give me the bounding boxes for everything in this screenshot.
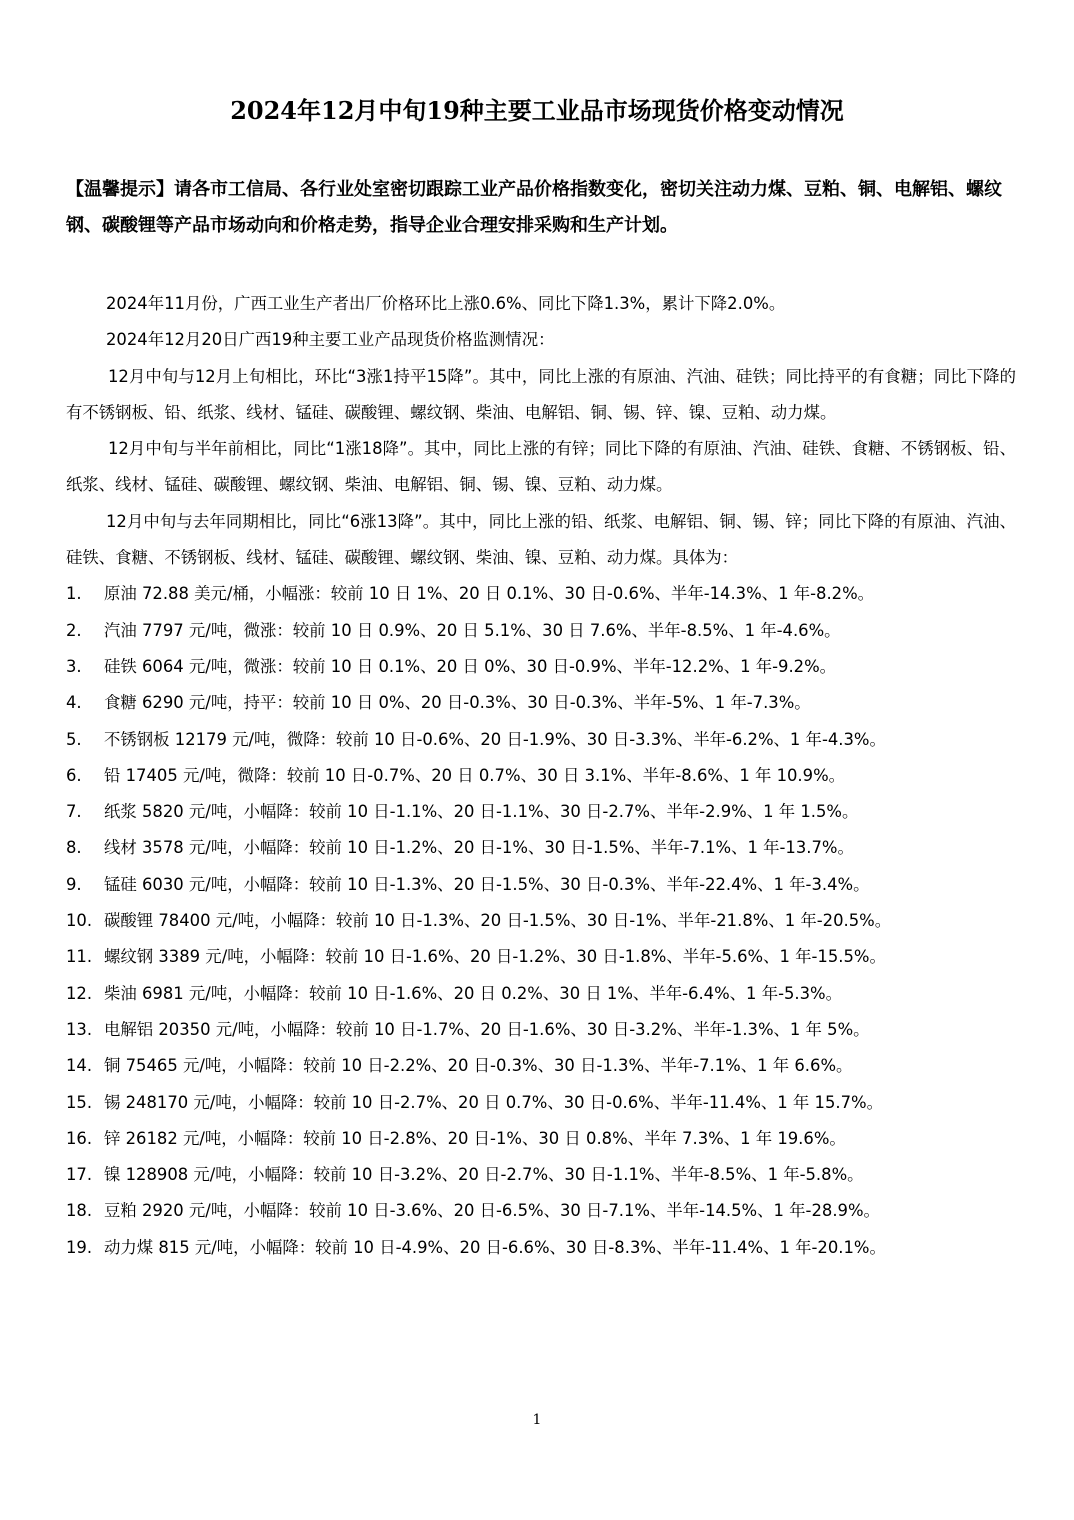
paragraph-half-year: 12月中旬与半年前相比，同比“1涨18降”。其中，同比上涨的有锌；同比下降的有原油、汽油、硅铁、食糖、不锈钢板、铅、纸浆、线材、锰硅、碳酸锂、螺纹钢、柴油、电解铝、铜、锡、镍、豆粕、动力煤。 [66, 439, 1016, 495]
list-item-number: 8. [66, 838, 82, 858]
list-item [66, 794, 1016, 830]
list-item-number: 5. [66, 729, 82, 749]
list-item-number: 2. [66, 620, 82, 640]
list-item [66, 613, 1016, 649]
warm-tip-text: 请各市工信局、各行业处室密切跟踪工业产品价格指数变化，密切关注动力煤、豆粕、铜、电解铝、螺纹钢、碳酸锂等产品市场动向和价格走势，指导企业合理安排采购和生产计划。 [66, 179, 1002, 236]
list-item-text: 锡 248170 元/吨，小幅降：较前 10 日-2.7%、20 日 0.7%、30 日-0.6%、半年-11.4%、1 年 15.7%。 [104, 1092, 883, 1112]
list-item-text: 电解铝 20350 元/吨，小幅降：较前 10 日-1.7%、20 日-1.6%、30 日-3.2%、半年-1.3%、1 年 5%。 [104, 1019, 870, 1039]
list-item-text: 锰硅 6030 元/吨，小幅降：较前 10 日-1.3%、20 日-1.5%、30 日-0.3%、半年-22.4%、1 年-3.4%。 [104, 874, 870, 894]
list-item [66, 1121, 1016, 1157]
list-item [66, 1193, 1016, 1229]
list-item-text: 动力煤 815 元/吨，小幅降：较前 10 日-4.9%、20 日-6.6%、30 日-8.3%、半年-11.4%、1 年-20.1%。 [104, 1237, 886, 1257]
document-body [66, 286, 1016, 1266]
warm-tip [66, 172, 1016, 244]
paragraph-month-on-month: 12月中旬与12月上旬相比，环比“3涨1持平15降”。其中，同比上涨的有原油、汽油、硅铁；同比持平的有食糖；同比下降的有不锈钢板、铅、纸浆、线材、锰硅、碳酸锂、螺纹钢、柴油、电解铝、铜、锡、锌、镍、豆粕、动力煤。 [66, 366, 1016, 422]
list-item [66, 1048, 1016, 1084]
list-item [66, 1230, 1016, 1266]
list-item-number: 6. [66, 765, 82, 785]
list-item-number: 15. [66, 1092, 93, 1112]
paragraph-monitoring-intro: 2024年12月20日广西19种主要工业产品现货价格监测情况： [106, 330, 555, 350]
paragraph-ppi: 2024年11月份，广西工业生产者出厂价格环比上涨0.6%、同比下降1.3%，累计下降2.0%。 [106, 294, 786, 313]
list-item-number: 17. [66, 1165, 93, 1185]
list-item-text: 螺纹钢 3389 元/吨，小幅降：较前 10 日-1.6%、20 日-1.2%、30 日-1.8%、半年-5.6%、1 年-15.5%。 [104, 947, 886, 967]
list-item [66, 867, 1016, 903]
list-item [66, 903, 1016, 939]
warm-tip-label: 【温馨提示】 [66, 179, 174, 200]
list-item-text: 原油 72.88 美元/桶，小幅涨：较前 10 日 1%、20 日 0.1%、30 日-0.6%、半年-14.3%、1 年-8.2%。 [104, 584, 875, 604]
list-item-number: 11. [66, 947, 93, 967]
list-item-number: 13. [66, 1019, 93, 1039]
page-number: 1 [532, 1412, 542, 1428]
list-item [66, 649, 1016, 685]
list-item [66, 576, 1016, 612]
list-item-number: 12. [66, 983, 93, 1003]
list-item-number: 4. [66, 693, 82, 713]
list-item [66, 1085, 1016, 1121]
list-item-text: 碳酸锂 78400 元/吨，小幅降：较前 10 日-1.3%、20 日-1.5%、30 日-1%、半年-21.8%、1 年-20.5%。 [104, 911, 892, 931]
list-item-number: 7. [66, 802, 82, 822]
list-item-text: 汽油 7797 元/吨，微涨：较前 10 日 0.9%、20 日 5.1%、30 日 7.6%、半年-8.5%、1 年-4.6%。 [104, 620, 841, 640]
list-item-text: 硅铁 6064 元/吨，微涨：较前 10 日 0.1%、20 日 0%、30 日-0.9%、半年-12.2%、1 年-9.2%。 [104, 656, 837, 676]
list-item-text: 线材 3578 元/吨，小幅降：较前 10 日-1.2%、20 日-1%、30 日-1.5%、半年-7.1%、1 年-13.7%。 [104, 838, 854, 858]
list-item-text: 铅 17405 元/吨，微降：较前 10 日-0.7%、20 日 0.7%、30 日 3.1%、半年-8.6%、1 年 10.9%。 [104, 765, 846, 785]
list-item-text: 柴油 6981 元/吨，小幅降：较前 10 日-1.6%、20 日 0.2%、30 日 1%、半年-6.4%、1 年-5.3%。 [104, 983, 843, 1003]
list-item-text: 不锈钢板 12179 元/吨，微降：较前 10 日-0.6%、20 日-1.9%、30 日-3.3%、半年-6.2%、1 年-4.3%。 [104, 729, 886, 749]
list-item-number: 16. [66, 1128, 93, 1148]
list-item-number: 9. [66, 874, 82, 894]
list-item [66, 685, 1016, 721]
list-item-number: 3. [66, 656, 82, 676]
list-item-text: 食糖 6290 元/吨，持平：较前 10 日 0%、20 日-0.3%、30 日-0.3%、半年-5%、1 年-7.3%。 [104, 693, 811, 713]
list-item-text: 纸浆 5820 元/吨，小幅降：较前 10 日-1.1%、20 日-1.1%、30 日-2.7%、半年-2.9%、1 年 1.5%。 [104, 802, 859, 822]
list-item [66, 830, 1016, 866]
list-item [66, 758, 1016, 794]
list-item [66, 939, 1016, 975]
price-list [66, 576, 1016, 1266]
list-item [66, 722, 1016, 758]
list-item-text: 豆粕 2920 元/吨，小幅降：较前 10 日-3.6%、20 日-6.5%、30 日-7.1%、半年-14.5%、1 年-28.9%。 [104, 1201, 880, 1221]
list-item-text: 铜 75465 元/吨，小幅降：较前 10 日-2.2%、20 日-0.3%、30 日-1.3%、半年-7.1%、1 年 6.6%。 [104, 1056, 853, 1076]
list-item-number: 10. [66, 911, 93, 931]
list-item-number: 18. [66, 1201, 93, 1221]
list-item [66, 1157, 1016, 1193]
list-item [66, 1012, 1016, 1048]
list-item-text: 镍 128908 元/吨，小幅降：较前 10 日-3.2%、20 日-2.7%、30 日-1.1%、半年-8.5%、1 年-5.8%。 [104, 1165, 864, 1185]
list-item-number: 14. [66, 1056, 93, 1076]
paragraph-year-on-year: 12月中旬与去年同期相比，同比“6涨13降”。其中，同比上涨的铅、纸浆、电解铝、铜、锡、锌；同比下降的有原油、汽油、硅铁、食糖、不锈钢板、线材、锰硅、碳酸锂、螺纹钢、柴油、镍、豆粕、动力煤。具体为： [66, 511, 1016, 568]
list-item-text: 锌 26182 元/吨，小幅降：较前 10 日-2.8%、20 日-1%、30 日 0.8%、半年 7.3%、1 年 19.6%。 [104, 1128, 846, 1148]
list-item [66, 976, 1016, 1012]
page-title: 2024年12月中旬19种主要工业品市场现货价格变动情况 [230, 96, 844, 126]
list-item-number: 19. [66, 1237, 93, 1257]
list-item-number: 1. [66, 584, 82, 604]
